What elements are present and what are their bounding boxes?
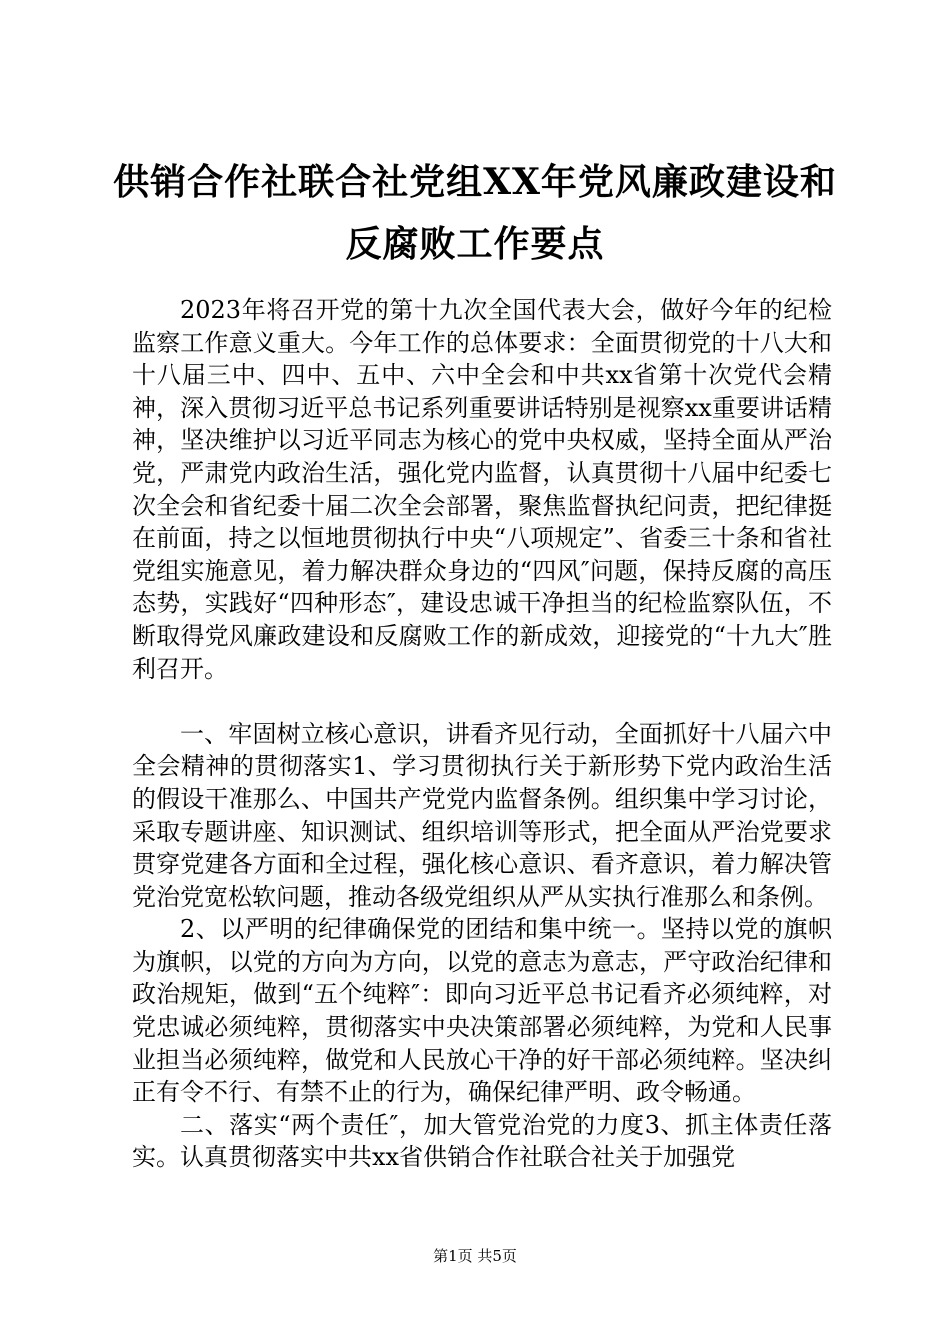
page-number-footer: 第1页 共5页 [433,1247,517,1265]
paragraph-item-2: 2、以严明的纪律确保党的团结和集中统一。坚持以党的旗帜为旗帜，以党的方向为方向，以党的意志为意志，严守政治纪律和政治规矩，做到“五个纯粹″：即向习近平总书记看齐必须纯粹，对党忠诚必须纯粹，贯彻落实中央决策部署必须纯粹，为党和人民事业担当必须纯粹，做党和人民放心干净的好干部必须纯粹。坚决纠正有令不行、有禁不止的行为，确保纪律严明、政令畅通。 [132,915,832,1107]
paragraph-section-1: 一、牢固树立核心意识，讲看齐见行动，全面抓好十八届六中全会精神的贯彻落实1、学习贯彻执行关于新形势下党内政治生活的假设干准那么、中国共产党党内监督条例。组织集中学习讨论，采取专题讲座、知识测试、组织培训等形式，把全面从严治党要求贯穿党建各方面和全过程，强化核心意识、看齐意识，着力解决管党治党宽松软问题，推动各级党组织从严从实执行准那么和条例。 [132,719,832,911]
paragraph-section-2: 二、落实“两个责任″，加大管党治党的力度3、抓主体责任落实。认真贯彻落实中共xx省供销合作社联合社关于加强党 [132,1110,832,1172]
paragraph-intro: 2023年将召开党的第十九次全国代表大会，做好今年的纪检监察工作意义重大。今年工作的总体要求：全面贯彻党的十八大和十八届三中、四中、五中、六中全会和中共xx省第十次党代会精神，深入贯彻习近平总书记系列重要讲话特别是视察xx重要讲话精神，坚决维护以习近平同志为核心的党中央权威，坚持全面从严治党，严肃党内政治生活，强化党内监督，认真贯彻十八届中纪委七次全会和省纪委十届二次全会部署，聚焦监督执纪问责，把纪律挺在前面，持之以恒地贯彻执行中央“八项规定”、省委三十条和省社党组实施意见，着力解决群众身边的“四风″问题，保持反腐的高压态势，实践好“四种形态″，建设忠诚干净担当的纪检监察队伍，不断取得党风廉政建设和反腐败工作的新成效，迎接党的“十九大″胜利召开。 [132,296,832,683]
document-body [132,294,832,1174]
document-title-line-2: 反腐败工作要点 [345,223,605,265]
document-title-line-1: 供销合作社联合社党组XX年党风廉政建设和 [113,161,837,203]
